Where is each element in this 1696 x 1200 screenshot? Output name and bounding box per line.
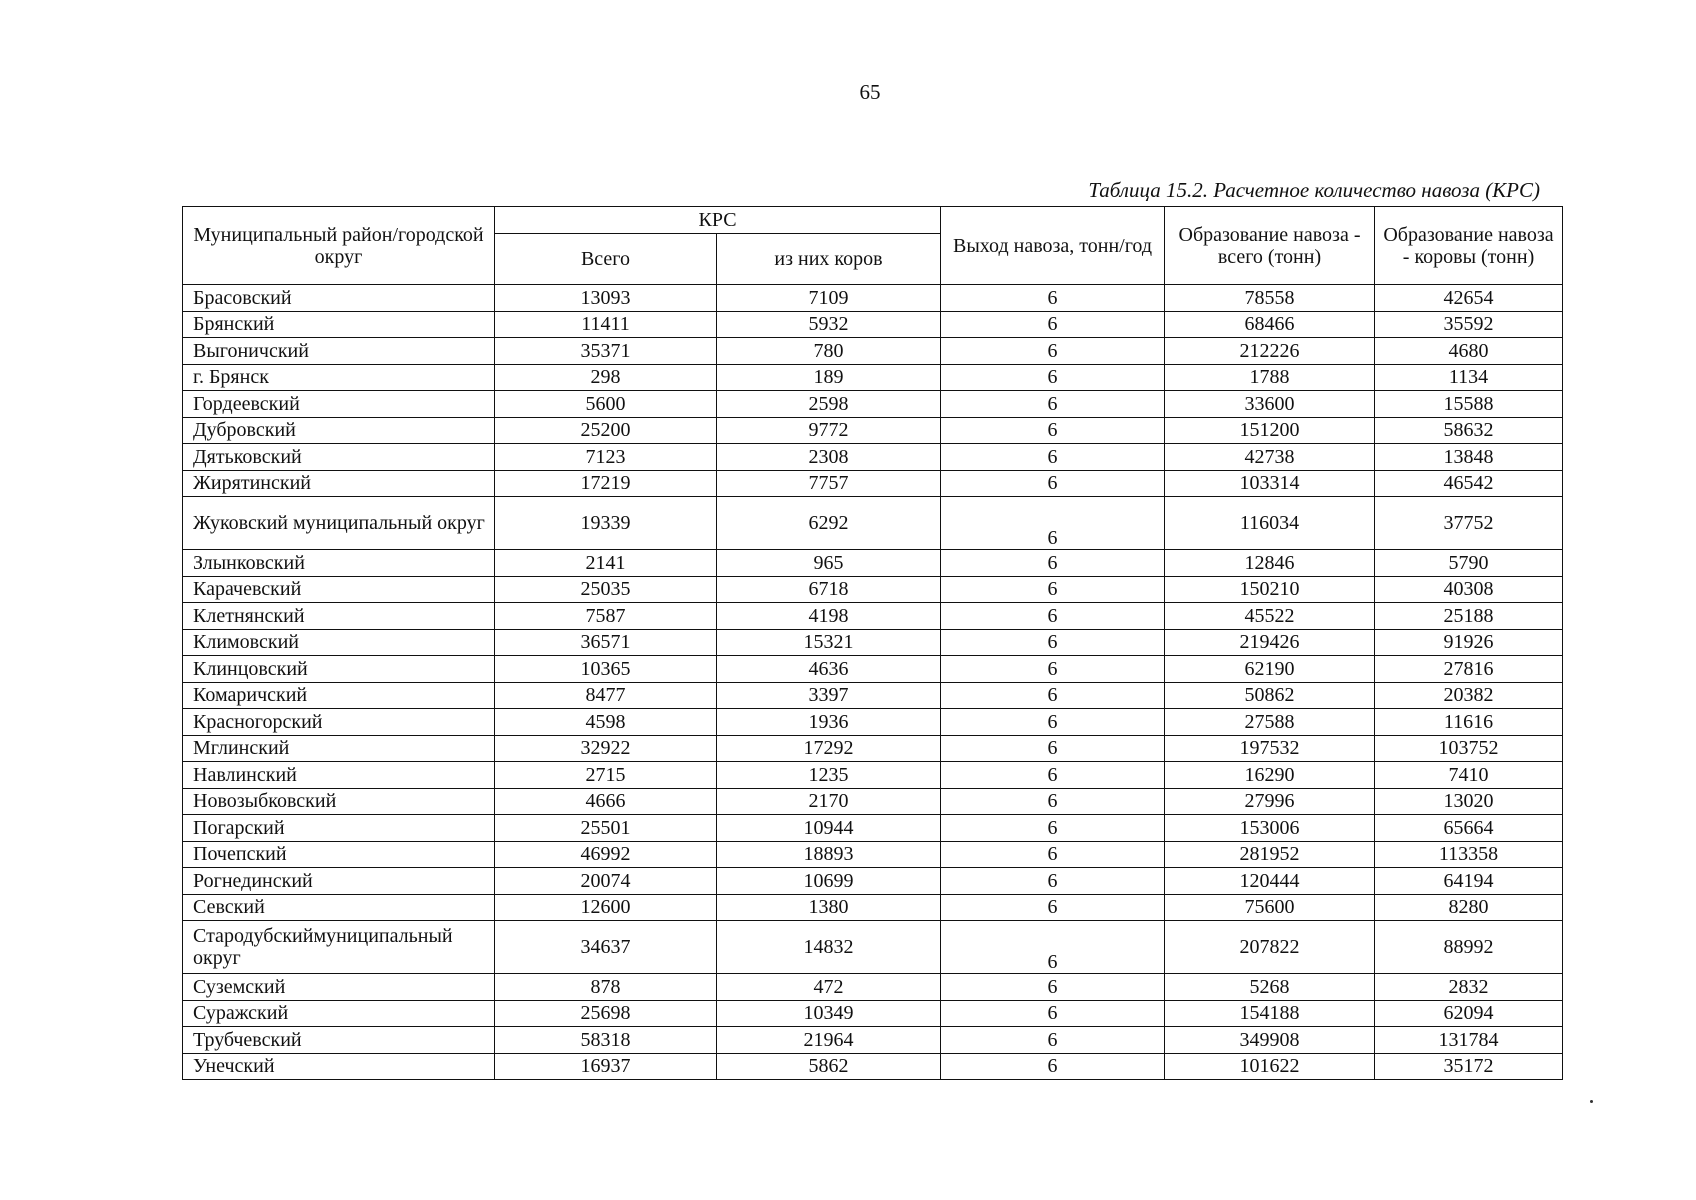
table-row — [183, 921, 1563, 974]
total-cell: 10365 — [495, 656, 717, 683]
table-row — [183, 735, 1563, 762]
cows-cell: 4198 — [717, 603, 941, 630]
total-cell: 58318 — [495, 1027, 717, 1054]
yield-cell: 6 — [941, 682, 1165, 709]
manure-total-cell: 45522 — [1165, 603, 1375, 630]
name-cell: Суражский — [183, 1000, 495, 1027]
name-cell: Гордеевский — [183, 391, 495, 418]
table-row — [183, 1053, 1563, 1080]
manure-total-cell: 42738 — [1165, 444, 1375, 471]
manure-total-cell: 101622 — [1165, 1053, 1375, 1080]
cows-cell: 4636 — [717, 656, 941, 683]
manure-total-cell: 207822 — [1165, 921, 1375, 974]
yield-cell: 6 — [941, 815, 1165, 842]
manure-cows-cell: 13020 — [1375, 788, 1563, 815]
name-cell: Выгоничский — [183, 338, 495, 365]
cows-cell: 189 — [717, 364, 941, 391]
yield-cell: 6 — [941, 1000, 1165, 1027]
total-cell: 7123 — [495, 444, 717, 471]
manure-total-cell: 16290 — [1165, 762, 1375, 789]
manure-total-cell: 5268 — [1165, 974, 1375, 1001]
manure-cows-cell: 4680 — [1375, 338, 1563, 365]
yield-cell: 6 — [941, 1027, 1165, 1054]
yield-cell: 6 — [941, 894, 1165, 921]
cows-cell: 10944 — [717, 815, 941, 842]
manure-total-cell: 154188 — [1165, 1000, 1375, 1027]
cows-cell: 472 — [717, 974, 941, 1001]
header-total: Всего — [495, 234, 717, 285]
table-row — [183, 656, 1563, 683]
cows-cell: 780 — [717, 338, 941, 365]
total-cell: 5600 — [495, 391, 717, 418]
manure-total-cell: 197532 — [1165, 735, 1375, 762]
table-row — [183, 682, 1563, 709]
header-cows: из них коров — [717, 234, 941, 285]
cows-cell: 1235 — [717, 762, 941, 789]
manure-cows-cell: 15588 — [1375, 391, 1563, 418]
total-cell: 19339 — [495, 497, 717, 550]
total-cell: 7587 — [495, 603, 717, 630]
yield-cell: 6 — [941, 391, 1165, 418]
yield-cell: 6 — [941, 974, 1165, 1001]
manure-total-cell: 68466 — [1165, 311, 1375, 338]
total-cell: 32922 — [495, 735, 717, 762]
yield-cell: 6 — [941, 338, 1165, 365]
table-row — [183, 709, 1563, 736]
total-cell: 878 — [495, 974, 717, 1001]
cows-cell: 3397 — [717, 682, 941, 709]
manure-cows-cell: 20382 — [1375, 682, 1563, 709]
yield-cell: 6 — [941, 735, 1165, 762]
name-cell: Суземский — [183, 974, 495, 1001]
header-municipality: Муниципальный район/городской округ — [183, 207, 495, 285]
manure-cows-cell: 25188 — [1375, 603, 1563, 630]
name-cell: Новозыбковский — [183, 788, 495, 815]
cows-cell: 1380 — [717, 894, 941, 921]
name-cell: Клетнянский — [183, 603, 495, 630]
total-cell: 13093 — [495, 285, 717, 312]
yield-cell: 6 — [941, 417, 1165, 444]
cows-cell: 10699 — [717, 868, 941, 895]
table-row — [183, 629, 1563, 656]
manure-total-cell: 50862 — [1165, 682, 1375, 709]
manure-cows-cell: 8280 — [1375, 894, 1563, 921]
total-cell: 4598 — [495, 709, 717, 736]
cows-cell: 6718 — [717, 576, 941, 603]
name-cell: Красногорский — [183, 709, 495, 736]
table-row — [183, 550, 1563, 577]
name-cell: Брасовский — [183, 285, 495, 312]
table-row — [183, 417, 1563, 444]
total-cell: 298 — [495, 364, 717, 391]
cows-cell: 14832 — [717, 921, 941, 974]
manure-total-cell: 27588 — [1165, 709, 1375, 736]
name-cell: Рогнединский — [183, 868, 495, 895]
name-cell: Навлинский — [183, 762, 495, 789]
table-body — [183, 285, 1563, 1080]
total-cell: 34637 — [495, 921, 717, 974]
manure-total-cell: 151200 — [1165, 417, 1375, 444]
cows-cell: 17292 — [717, 735, 941, 762]
cows-cell: 10349 — [717, 1000, 941, 1027]
name-cell: Трубчевский — [183, 1027, 495, 1054]
manure-total-cell: 62190 — [1165, 656, 1375, 683]
manure-total-cell: 281952 — [1165, 841, 1375, 868]
manure-total-cell: 12846 — [1165, 550, 1375, 577]
table-caption: Таблица 15.2. Расчетное количество навоза (КРС) — [1088, 178, 1540, 202]
yield-cell: 6 — [941, 1053, 1165, 1080]
manure-cows-cell: 37752 — [1375, 497, 1563, 550]
name-cell: Комаричский — [183, 682, 495, 709]
header-manure-total: Образование навоза - всего (тонн) — [1165, 207, 1375, 285]
total-cell: 20074 — [495, 868, 717, 895]
manure-cows-cell: 131784 — [1375, 1027, 1563, 1054]
total-cell: 25698 — [495, 1000, 717, 1027]
table-row — [183, 311, 1563, 338]
manure-total-cell: 150210 — [1165, 576, 1375, 603]
yield-cell: 6 — [941, 311, 1165, 338]
table-row — [183, 391, 1563, 418]
manure-total-cell: 116034 — [1165, 497, 1375, 550]
yield-cell: 6 — [941, 364, 1165, 391]
total-cell: 25501 — [495, 815, 717, 842]
manure-total-cell: 103314 — [1165, 470, 1375, 497]
manure-cows-cell: 113358 — [1375, 841, 1563, 868]
table-row — [183, 762, 1563, 789]
yield-cell: 6 — [941, 576, 1165, 603]
yield-cell: 6 — [941, 550, 1165, 577]
manure-cows-cell: 91926 — [1375, 629, 1563, 656]
name-cell: Мглинский — [183, 735, 495, 762]
cows-cell: 7109 — [717, 285, 941, 312]
total-cell: 4666 — [495, 788, 717, 815]
manure-total-cell: 33600 — [1165, 391, 1375, 418]
stray-dot — [1590, 1100, 1593, 1103]
yield-cell: 6 — [941, 921, 1165, 974]
cows-cell: 2170 — [717, 788, 941, 815]
manure-cows-cell: 58632 — [1375, 417, 1563, 444]
name-cell: Севский — [183, 894, 495, 921]
cows-cell: 6292 — [717, 497, 941, 550]
table-row — [183, 1027, 1563, 1054]
manure-total-cell: 78558 — [1165, 285, 1375, 312]
yield-cell: 6 — [941, 285, 1165, 312]
manure-cows-cell: 46542 — [1375, 470, 1563, 497]
yield-cell: 6 — [941, 762, 1165, 789]
manure-cows-cell: 62094 — [1375, 1000, 1563, 1027]
total-cell: 36571 — [495, 629, 717, 656]
manure-total-cell: 1788 — [1165, 364, 1375, 391]
cows-cell: 2598 — [717, 391, 941, 418]
name-cell: Клинцовский — [183, 656, 495, 683]
table-row — [183, 868, 1563, 895]
table-row — [183, 894, 1563, 921]
name-cell: Погарский — [183, 815, 495, 842]
yield-cell: 6 — [941, 629, 1165, 656]
total-cell: 25035 — [495, 576, 717, 603]
cows-cell: 18893 — [717, 841, 941, 868]
manure-total-cell: 153006 — [1165, 815, 1375, 842]
yield-cell: 6 — [941, 709, 1165, 736]
cows-cell: 5862 — [717, 1053, 941, 1080]
name-cell: Унечский — [183, 1053, 495, 1080]
yield-cell: 6 — [941, 868, 1165, 895]
table-row — [183, 815, 1563, 842]
name-cell: Дубровский — [183, 417, 495, 444]
cows-cell: 1936 — [717, 709, 941, 736]
table-row — [183, 444, 1563, 471]
table-row — [183, 576, 1563, 603]
manure-cows-cell: 1134 — [1375, 364, 1563, 391]
total-cell: 8477 — [495, 682, 717, 709]
table-row — [183, 497, 1563, 550]
name-cell: Стародубскиймуниципальный округ — [183, 921, 495, 974]
name-cell: Жирятинский — [183, 470, 495, 497]
table-row — [183, 841, 1563, 868]
total-cell: 16937 — [495, 1053, 717, 1080]
manure-cows-cell: 40308 — [1375, 576, 1563, 603]
cows-cell: 7757 — [717, 470, 941, 497]
name-cell: Карачевский — [183, 576, 495, 603]
table-row — [183, 974, 1563, 1001]
manure-cows-cell: 35592 — [1375, 311, 1563, 338]
total-cell: 11411 — [495, 311, 717, 338]
name-cell: Брянский — [183, 311, 495, 338]
manure-cows-cell: 5790 — [1375, 550, 1563, 577]
cows-cell: 21964 — [717, 1027, 941, 1054]
total-cell: 17219 — [495, 470, 717, 497]
manure-cows-cell: 11616 — [1375, 709, 1563, 736]
yield-cell: 6 — [941, 841, 1165, 868]
table-row — [183, 603, 1563, 630]
manure-total-cell: 349908 — [1165, 1027, 1375, 1054]
cows-cell: 5932 — [717, 311, 941, 338]
total-cell: 2715 — [495, 762, 717, 789]
manure-cows-cell: 13848 — [1375, 444, 1563, 471]
table-row — [183, 285, 1563, 312]
manure-total-cell: 219426 — [1165, 629, 1375, 656]
table-row — [183, 364, 1563, 391]
yield-cell: 6 — [941, 470, 1165, 497]
manure-total-cell: 27996 — [1165, 788, 1375, 815]
yield-cell: 6 — [941, 497, 1165, 550]
total-cell: 46992 — [495, 841, 717, 868]
table-row — [183, 338, 1563, 365]
cows-cell: 9772 — [717, 417, 941, 444]
header-manure-yield: Выход навоза, тонн/год — [941, 207, 1165, 285]
manure-cows-cell: 42654 — [1375, 285, 1563, 312]
manure-table — [182, 206, 1563, 1080]
total-cell: 35371 — [495, 338, 717, 365]
cows-cell: 965 — [717, 550, 941, 577]
total-cell: 25200 — [495, 417, 717, 444]
name-cell: Дятьковский — [183, 444, 495, 471]
name-cell: Жуковский муниципальный округ — [183, 497, 495, 550]
manure-total-cell: 120444 — [1165, 868, 1375, 895]
manure-cows-cell: 65664 — [1375, 815, 1563, 842]
yield-cell: 6 — [941, 603, 1165, 630]
header-krs-group: КРС — [495, 207, 941, 234]
manure-cows-cell: 88992 — [1375, 921, 1563, 974]
table-row — [183, 788, 1563, 815]
cows-cell: 2308 — [717, 444, 941, 471]
manure-cows-cell: 64194 — [1375, 868, 1563, 895]
yield-cell: 6 — [941, 444, 1165, 471]
yield-cell: 6 — [941, 656, 1165, 683]
name-cell: Почепский — [183, 841, 495, 868]
manure-total-cell: 212226 — [1165, 338, 1375, 365]
total-cell: 12600 — [495, 894, 717, 921]
cows-cell: 15321 — [717, 629, 941, 656]
page-number: 65 — [859, 80, 881, 104]
manure-cows-cell: 35172 — [1375, 1053, 1563, 1080]
yield-cell: 6 — [941, 788, 1165, 815]
manure-total-cell: 75600 — [1165, 894, 1375, 921]
name-cell: Климовский — [183, 629, 495, 656]
name-cell: г. Брянск — [183, 364, 495, 391]
name-cell: Злынковский — [183, 550, 495, 577]
header-manure-cows: Образование навоза - коровы (тонн) — [1375, 207, 1563, 285]
manure-cows-cell: 7410 — [1375, 762, 1563, 789]
total-cell: 2141 — [495, 550, 717, 577]
manure-cows-cell: 103752 — [1375, 735, 1563, 762]
table-row — [183, 1000, 1563, 1027]
manure-cows-cell: 27816 — [1375, 656, 1563, 683]
table-row — [183, 470, 1563, 497]
manure-cows-cell: 2832 — [1375, 974, 1563, 1001]
